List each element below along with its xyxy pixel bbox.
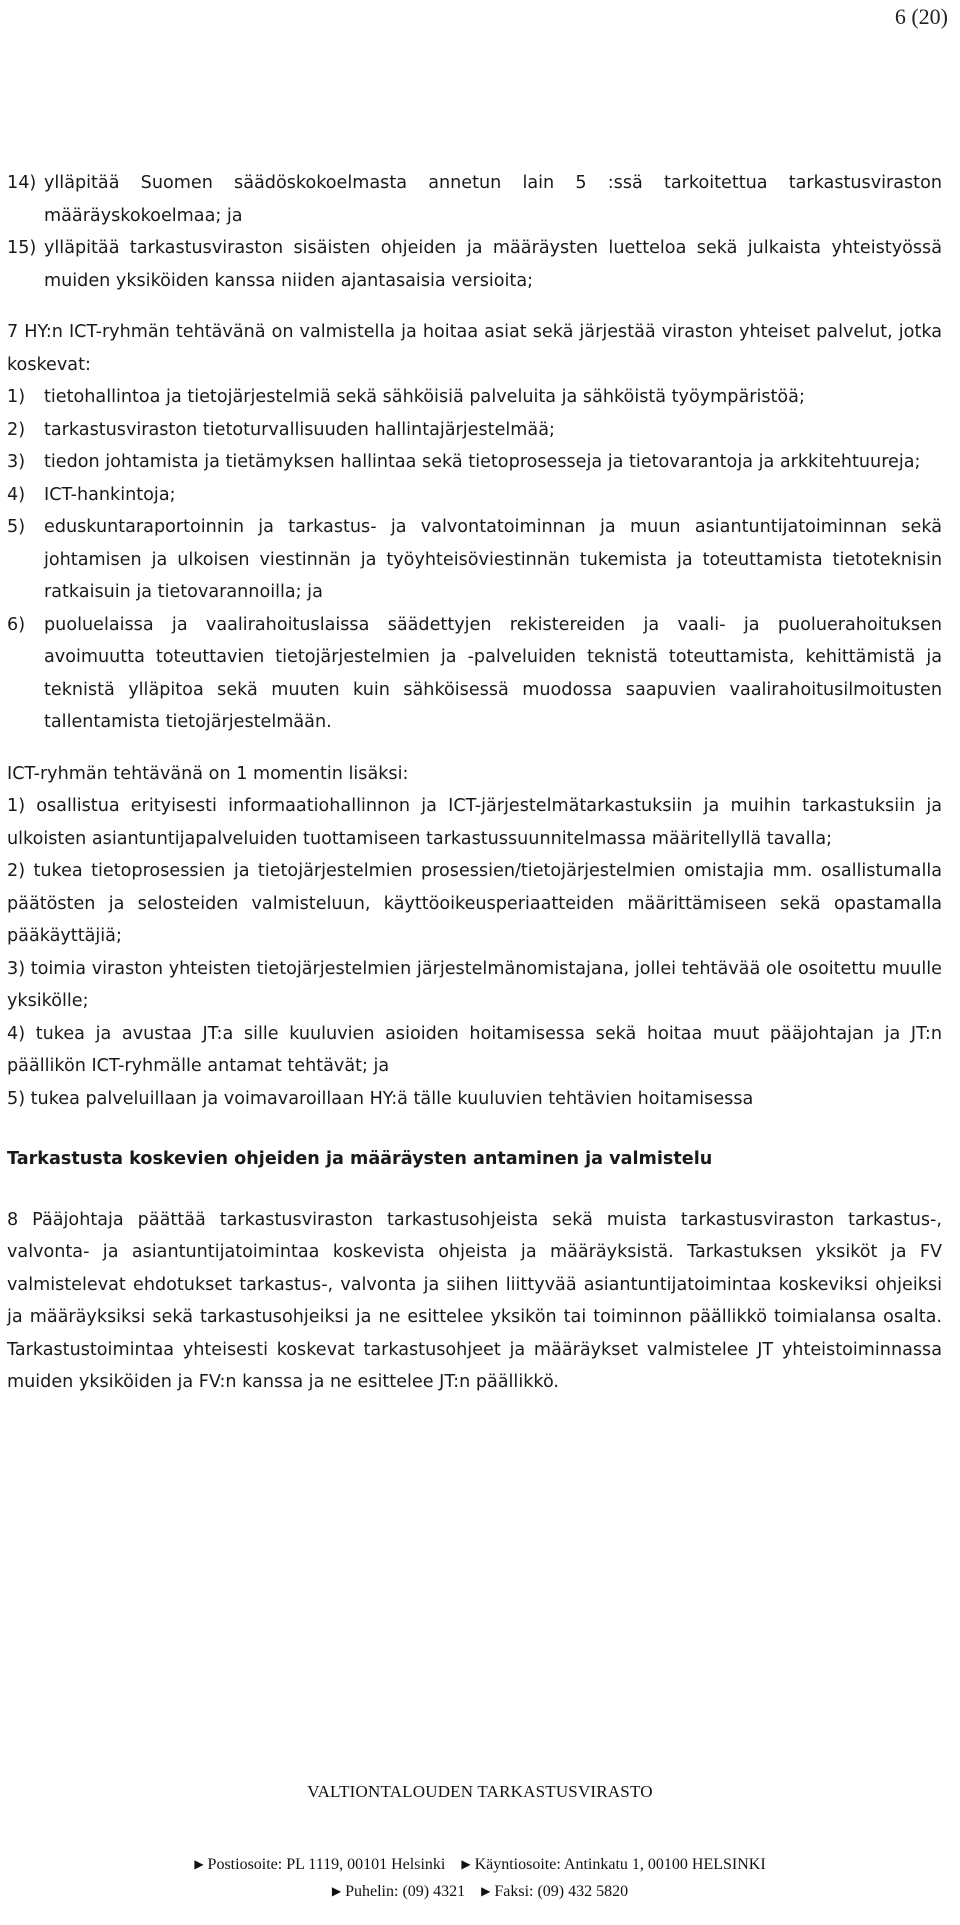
document-body xyxy=(7,167,942,1399)
list-item: 4) tukea ja avustaa JT:a sille kuuluvien asioiden hoitamisessa sekä hoitaa muut pääjohtajan ja JT:n päällikön ICT-ryhmälle antamat tehtävät; ja xyxy=(7,1023,942,1076)
list-item: 6) puoluelaissa ja vaalirahoituslaissa säädettyjen rekistereiden ja vaali- ja puoluerahoituksen avoimuutta toteuttavien tietojärjestelmien ja -palveluiden teknistä toteuttamista, kehittämistä ja teknistä ylläpitoa sekä muuten kuin sähköisessä muodossa saapuvien vaalirahoitusilmoitusten tallentamista tietojärjestelmään. xyxy=(7,614,942,732)
footer-organization: VALTIONTALOUDEN TARKASTUSVIRASTO xyxy=(307,1782,653,1801)
section-8-paragraph: 8 Pääjohtaja päättää tarkastusviraston tarkastusohjeista sekä muista tarkastusviraston tarkastus-, valvonta- ja asiantuntijatoimintaa koskevista ohjeista ja määräyksistä. Tarkastuksen yksiköt ja FV valmistelevat ehdotukset tarkastus-, valvonta ja siihen liittyvää asiantuntijatoimintaa koskeviksi ohjeiksi ja määräyksiksi sekä tarkastusohjeiksi ja ne esittelee yksikön tai toiminnon päällikkö toimialansa osalta. Tarkastustoimintaa yhteisesti koskevat tarkastusohjeet ja määräykset valmistelee JT yhteistoiminnassa muiden yksiköiden ja FV:n kanssa ja ne esittelee JT:n päällikkö. xyxy=(7,1209,942,1392)
list-item: 1) tietohallintoa ja tietojärjestelmiä sekä sähköisiä palveluita ja sähköistä työympäristöä; xyxy=(7,387,805,407)
triangle-right-icon: ▶ xyxy=(481,1884,491,1898)
footer-visiting: ▶ Käyntiosoite: Antinkatu 1, 00100 HELSINKI xyxy=(461,1856,766,1873)
section-7-intro: 7 HY:n ICT-ryhmän tehtävänä on valmistella ja hoitaa asiat sekä järjestää viraston yhteiset palvelut, jotka koskevat: xyxy=(7,322,942,375)
section-heading: Tarkastusta koskevien ohjeiden ja määräysten antaminen ja valmistelu xyxy=(7,1149,713,1169)
list-item: 5) eduskuntaraportoinnin ja tarkastus- ja valvontatoiminnan ja muun asiantuntijatoiminnan sekä johtamisen ja ulkoisen viestinnän ja työyhteisöviestinnän tukemista ja toteuttamista tietoteknisin ratkaisuin ja tietovarannoilla; ja xyxy=(7,517,942,602)
triangle-right-icon: ▶ xyxy=(331,1884,342,1898)
page-number: 6 (20) xyxy=(894,4,948,29)
footer-postal: ▶ Postiosoite: PL 1119, 00101 Helsinki xyxy=(194,1856,446,1873)
list-item: 2) tukea tietoprosessien ja tietojärjestelmien prosessien/tietojärjestelmien omistajia mm. osallistumalla päätösten ja selosteiden valmisteluun, käyttöoikeusperiaatteiden määrittämiseen sekä opastamalla pääkäyttäjiä; xyxy=(7,861,942,946)
list-item: 4) ICT-hankintoja; xyxy=(7,484,176,505)
list-item: 2) tarkastusviraston tietoturvallisuuden hallintajärjestelmää; xyxy=(7,419,555,440)
footer-address-row xyxy=(0,1856,960,1874)
list-item: 1) osallistua erityisesti informaatiohallinnon ja ICT-järjestelmätarkastuksiin ja muihin tarkastuksiin ja ulkoisten asiantuntijapalveluiden tuottamiseen tarkastussuunnitelmassa määritellyllä tavalla; xyxy=(7,796,942,849)
footer-fax: ▶ Faksi: (09) 432 5820 xyxy=(481,1883,629,1900)
list-item: 3) toimia viraston yhteisten tietojärjestelmien järjestelmänomistajana, jollei tehtävää ole osoitettu muulle yksikölle; xyxy=(7,958,942,1011)
triangle-right-icon: ▶ xyxy=(461,1857,471,1871)
list-item: 15) ylläpitää tarkastusviraston sisäisten ohjeiden ja määräysten luetteloa sekä julkaista yhteistyössä muiden yksiköiden kanssa niiden ajantasaisia versioita; xyxy=(7,238,942,291)
list-item: 3) tiedon johtamista ja tietämyksen hallintaa sekä tietoprosesseja ja tietovarantoja ja arkkitehtuureja; xyxy=(7,452,921,472)
list-item: 14) ylläpitää Suomen säädöskokoelmasta annetun lain 5 :ssä tarkoitettua tarkastusviraston määräyskokoelmaa; ja xyxy=(7,173,942,226)
footer-phone: ▶ Puhelin: (09) 4321 xyxy=(331,1883,466,1900)
triangle-right-icon: ▶ xyxy=(194,1857,204,1871)
ict-section-intro: ICT-ryhmän tehtävänä on 1 momentin lisäksi: xyxy=(7,763,409,784)
footer-contact-row xyxy=(0,1883,960,1901)
list-item: 5) tukea palveluillaan ja voimavaroillaan HY:ä tälle kuuluvien tehtävien hoitamisessa xyxy=(7,1088,754,1109)
